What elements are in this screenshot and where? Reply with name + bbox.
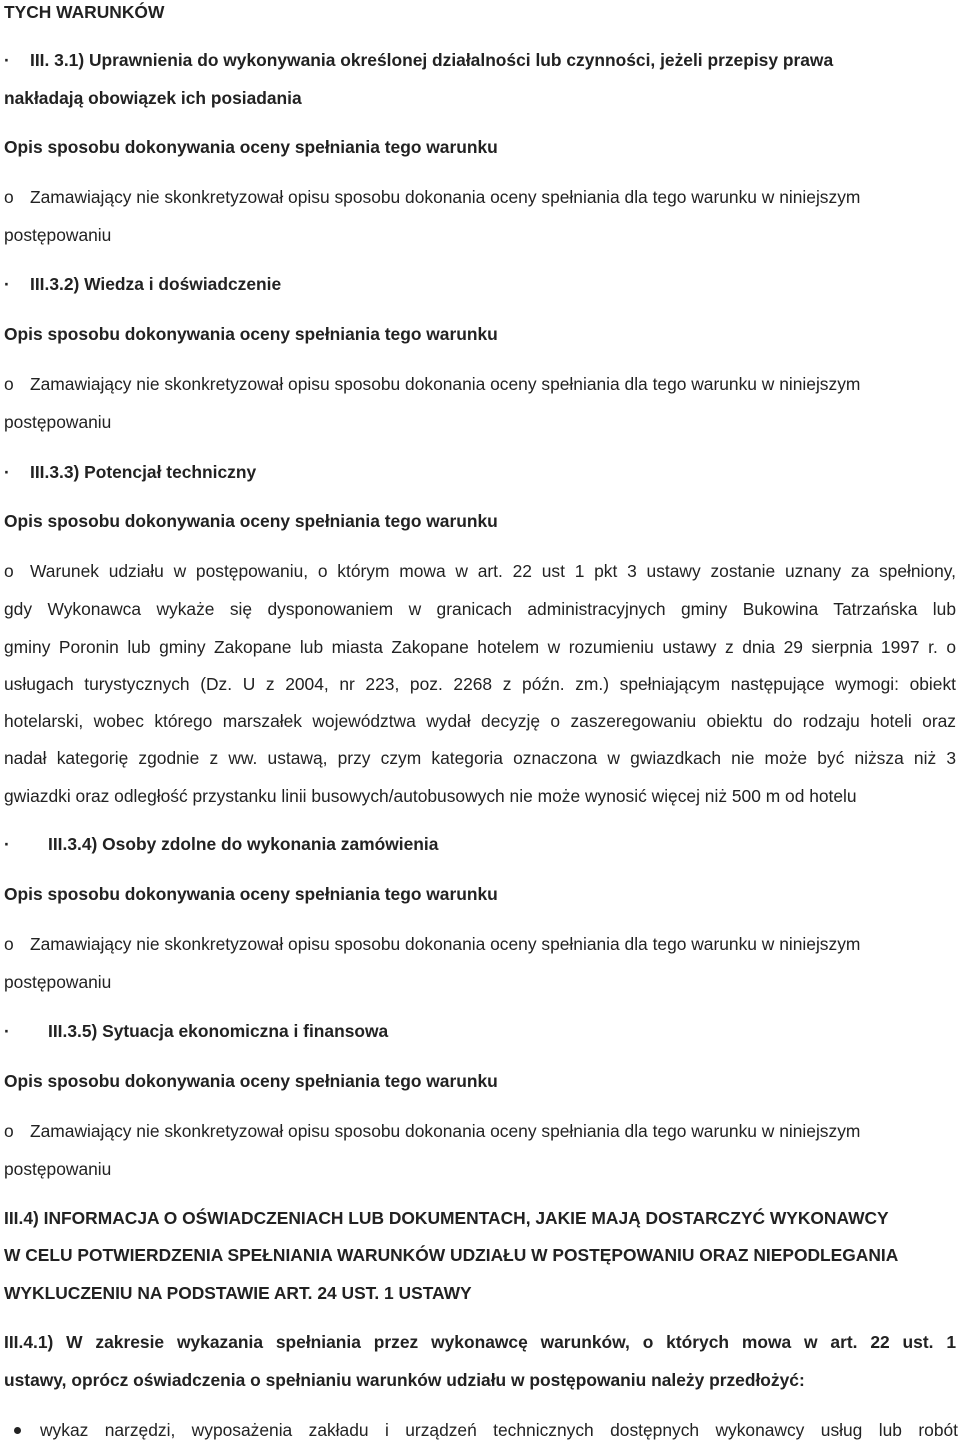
text-line [4,323,498,345]
line-text: III.4) INFORMACJA O OŚWIADCZENIACH LUB DOKUMENTACH, JAKIE MAJĄ DOSTARCZYĆ WYKONAWCY [4,1208,889,1228]
bullet-icon [14,1427,21,1434]
list-marker: o [4,187,14,207]
list-marker: · [4,50,10,70]
line-text: Opis sposobu dokonywania oceny spełniania tego warunku [4,1071,498,1091]
list-marker: o [4,374,14,394]
line-text: Opis sposobu dokonywania oceny spełniania tego warunku [4,884,498,904]
line-text: Opis sposobu dokonywania oceny spełniania tego warunku [4,324,498,344]
text-line [4,673,956,695]
text-line [4,598,956,620]
line-text: postępowaniu [4,225,112,245]
line-text: gwiazdki oraz odległość przystanku linii busowych/autobusowych nie może wynosić więcej niż 500 m od hotelu [4,786,857,806]
line-text: III.3.3) Potencjał techniczny [30,462,257,482]
line-text: WYKLUCZENIU NA PODSTAWIE ART. 24 UST. 1 USTAWY [4,1283,472,1303]
list-marker: o [4,1121,14,1141]
text-line [4,636,956,658]
line-text: nadał kategorię zgodnie z ww. ustawą, przy czym kategoria oznaczona w gwiazdkach nie może być niższa niż 3 [4,748,956,768]
line-text: postępowaniu [4,972,112,992]
line-text: III.3.4) Osoby zdolne do wykonania zamówienia [48,834,439,854]
text-line [4,1,164,23]
line-text: W CELU POTWIERDZENIA SPEŁNIANIA WARUNKÓW UDZIAŁU W POSTĘPOWANIU ORAZ NIEPODLEGANIA [4,1245,899,1265]
text-line [4,1331,956,1353]
line-text: III.3.5) Sytuacja ekonomiczna i finansowa [48,1021,389,1041]
text-line [4,747,956,769]
text-line [4,136,498,158]
line-text: ustawy, oprócz oświadczenia o spełnianiu warunków udziału w postępowaniu należy przedłożyć: [4,1370,805,1390]
text-line [4,510,498,532]
line-text: nakładają obowiązek ich posiadania [4,88,302,108]
text-line [4,1070,498,1092]
text-line [4,411,111,433]
text-line [4,785,857,807]
text-line [4,224,111,246]
text-line [4,373,860,395]
list-marker: o [4,934,14,954]
text-line [4,1369,805,1391]
text-line [40,1419,958,1441]
list-marker: o [4,561,14,581]
line-text: Zamawiający nie skonkretyzował opisu sposobu dokonania oceny spełniania dla tego warunku w niniejszym [30,1121,861,1141]
line-text: usługach turystycznych (Dz. U z 2004, nr 223, poz. 2268 z późn. zm.) spełniającym następujące wymogi: obiekt [4,674,956,694]
text-line [4,710,956,732]
text-line [4,560,956,582]
line-text: TYCH WARUNKÓW [4,2,165,22]
text-line [4,1207,889,1229]
text-line [4,273,281,295]
line-text: postępowaniu [4,412,112,432]
text-line [4,833,438,855]
line-text: Zamawiający nie skonkretyzował opisu sposobu dokonania oceny spełniania dla tego warunku w niniejszym [30,187,861,207]
line-text: III. 3.1) Uprawnienia do wykonywania określonej działalności lub czynności, jeżeli przepisy prawa [30,50,834,70]
line-text: wykaz narzędzi, wyposażenia zakładu i urządzeń technicznych dostępnych wykonawcy usług lub robót [40,1420,958,1440]
text-line [4,87,302,109]
text-line [4,1244,898,1266]
text-line [4,933,860,955]
text-line [4,971,111,993]
text-line [4,49,833,71]
list-marker: · [4,1021,10,1041]
text-line [4,1120,860,1142]
list-marker: · [4,274,10,294]
list-marker: · [4,462,10,482]
line-text: gdy Wykonawca wykaże się dysponowaniem w granicach administracyjnych gminy Bukowina Tatrzańska lub [4,599,956,619]
text-line [4,461,256,483]
line-text: III.4.1) W zakresie wykazania spełniania przez wykonawcę warunków, o których mowa w art. 22 ust. 1 [4,1332,956,1352]
text-line [4,883,498,905]
line-text: Zamawiający nie skonkretyzował opisu sposobu dokonania oceny spełniania dla tego warunku w niniejszym [30,934,861,954]
list-marker: · [4,834,10,854]
text-line [4,1158,111,1180]
line-text: postępowaniu [4,1159,112,1179]
line-text: Zamawiający nie skonkretyzował opisu sposobu dokonania oceny spełniania dla tego warunku w niniejszym [30,374,861,394]
text-line [4,1020,388,1042]
line-text: hotelarski, wobec którego marszałek województwa wydał decyzję o zaszeregowaniu obiektu do rodzaju hoteli oraz [4,711,956,731]
text-line [4,1282,472,1304]
text-line [4,186,860,208]
line-text: III.3.2) Wiedza i doświadczenie [30,274,282,294]
line-text: Warunek udziału w postępowaniu, o którym mowa w art. 22 ust 1 pkt 3 ustawy zostanie uznany za spełniony, [30,561,956,581]
line-text: Opis sposobu dokonywania oceny spełniania tego warunku [4,137,498,157]
line-text: Opis sposobu dokonywania oceny spełniania tego warunku [4,511,498,531]
line-text: gminy Poronin lub gminy Zakopane lub miasta Zakopane hotelem w rozumieniu ustawy z dnia 29 sierpnia 1997 r. o [4,637,956,657]
